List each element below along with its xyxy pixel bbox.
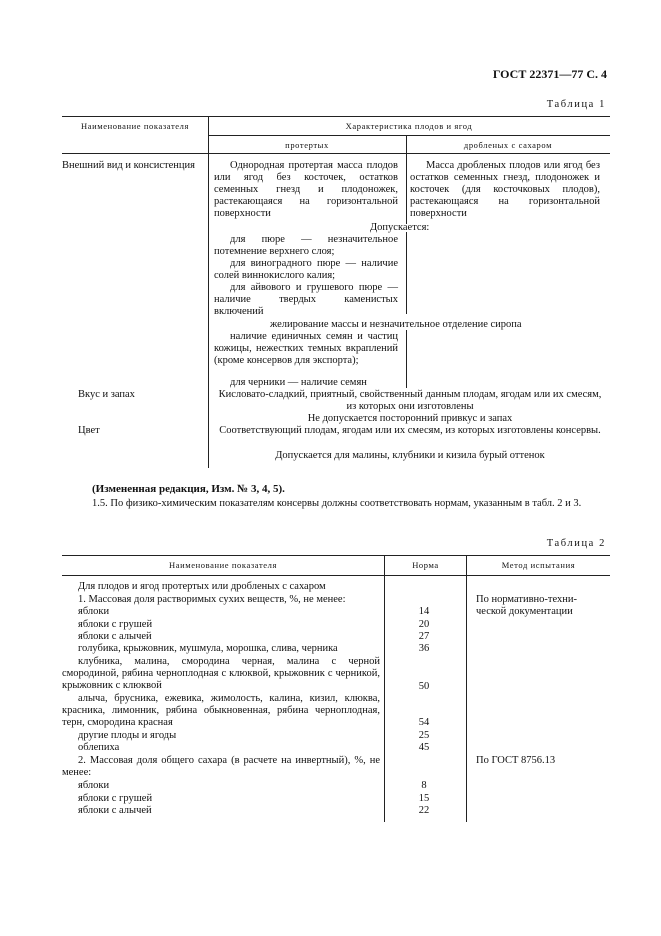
allow-line-1: для пюре — незначительное потемнение верхнего слоя; (214, 234, 398, 257)
table1-top-border (62, 116, 610, 117)
table-row-name: алыча, брусника, ежевика, жимолость, калина, кизил, клюква, красника, лимонник, рябина обыкновенная, рябина черноплодная, терн, смородина красная (62, 693, 380, 728)
table2-col-method-header: Метод испытания (501, 560, 576, 570)
table1-caption: Таблица 1 (546, 99, 606, 110)
table2-caption: Таблица 2 (546, 538, 606, 549)
table-row-norm: 22 (418, 805, 430, 816)
amendment-note: (Измененная редакция, Изм. № 3, 4, 5). (92, 483, 285, 495)
doc-reference: ГОСТ 22371—77 С. 4 (492, 67, 607, 81)
allow-line-2: для виноградного пюре — наличие солей виннокислого калия; (214, 258, 398, 281)
table2-top-border (62, 555, 610, 556)
table1-sub-crushed: дробленых с сахаром (463, 140, 553, 150)
table1-subcol-divider-top (406, 135, 407, 224)
table2-header-bottom (62, 575, 610, 576)
table-row-name: яблоки с грушей (78, 793, 153, 804)
table-row-name: яблоки с алычей (78, 805, 152, 816)
row-taste-name: Вкус и запах (78, 389, 135, 400)
table-row-name: голубика, крыжовник, мушмула, морошка, слива, черника (78, 643, 338, 654)
table-row-norm: 25 (418, 730, 430, 741)
table-row-norm: 54 (418, 717, 430, 728)
row-color-name: Цвет (78, 425, 100, 436)
table1-subheader-border (208, 135, 610, 136)
table-row-name: клубника, малина, смородина черная, малина с черной смородиной, рябина черноплодная с клюквой, крыжовник с черникой, крыжовник с клюквой (62, 656, 380, 691)
table1-col-divider (208, 116, 209, 468)
paragraph-1-5: 1.5. По физико-химическим показателям консервы должны соответствовать нормам, указанным в табл. 2 и 3. (92, 498, 582, 509)
row-appearance-pureed: Однородная протертая масса плодов или ягод без косточек, остатков семенных гнезд и плодоножек, растекающаяся на горизонтальной поверхности (214, 160, 398, 219)
table1-col-char-header: Характеристика плодов и ягод (345, 121, 473, 131)
table1-subcol-divider-bottom (406, 330, 407, 388)
row-taste-note: Не допускается посторонний привкус и запах (307, 413, 513, 424)
row-color-text: Соответствующий плодам, ягодам или их смесям, из которых изготовлены консервы. (219, 425, 601, 436)
table1-header-bottom (62, 153, 610, 154)
table-row-norm: 27 (418, 631, 430, 642)
table-row-norm: 20 (418, 619, 430, 630)
table-row-name: яблоки с алычей (78, 631, 152, 642)
table-row-name: яблоки с грушей (78, 619, 153, 630)
table2-section-title: Для плодов и ягод протертых или дробленых с сахаром (78, 581, 326, 592)
table1-sub-pureed: протертых (285, 140, 329, 150)
table-row-norm: 45 (418, 742, 430, 753)
table1-subcol-divider-mid (406, 232, 407, 314)
allowed-label: Допускается: (370, 222, 430, 233)
table-row-method: ческой документации (476, 606, 573, 617)
table-row-name: яблоки (78, 780, 110, 791)
table-row-name: другие плоды и ягоды (78, 730, 177, 741)
table-row-norm: 36 (418, 643, 430, 654)
row-taste-text: Кисловато-сладкий, приятный, свойственный данным плодам, ягодам или их смесям, из которых они изготовлены (218, 389, 602, 412)
table2-col-norm-header: Норма (412, 560, 439, 570)
seeds-note: наличие единичных семян и частиц кожицы, нежестких темных вкраплений (кроме консервов для экспорта); (214, 331, 398, 366)
table-row-method: По нормативно-техни- (476, 594, 578, 605)
table2-col-divider-2 (466, 555, 467, 822)
table-row-name: облепиха (78, 742, 120, 753)
table1-col-name-header: Наименование показателя (80, 121, 189, 131)
blueberry-note: для черники — наличие семян (230, 377, 367, 388)
row-appearance-name: Внешний вид и консистенция (62, 160, 195, 171)
table-row-name: 1. Массовая доля растворимых сухих веществ, %, не менее: (78, 594, 346, 605)
table2-col-name-header: Наименование показателя (168, 560, 277, 570)
jelly-note: желирование массы и незначительное отделение сиропа (270, 319, 522, 330)
table-row-name: 2. Массовая доля общего сахара (в расчете на инвертный), %, не менее: (62, 755, 380, 778)
table-row-method: По ГОСТ 8756.13 (476, 755, 556, 766)
row-appearance-crushed: Масса дробленых плодов или ягод без остатков семенных гнезд, плодоножек и косточек (для косточковых плодов), растекающаяся на горизонтальной поверхности (410, 160, 600, 219)
allow-line-3: для айвового и грушевого пюре — наличие твердых каменистых включений (214, 282, 398, 317)
table-row-norm: 8 (421, 780, 427, 791)
table-row-norm: 15 (418, 793, 430, 804)
table-row-norm: 50 (418, 681, 430, 692)
table-row-norm: 14 (418, 606, 430, 617)
table-row-name: яблоки (78, 606, 110, 617)
row-color-note: Допускается для малины, клубники и кизила бурый оттенок (275, 450, 545, 461)
